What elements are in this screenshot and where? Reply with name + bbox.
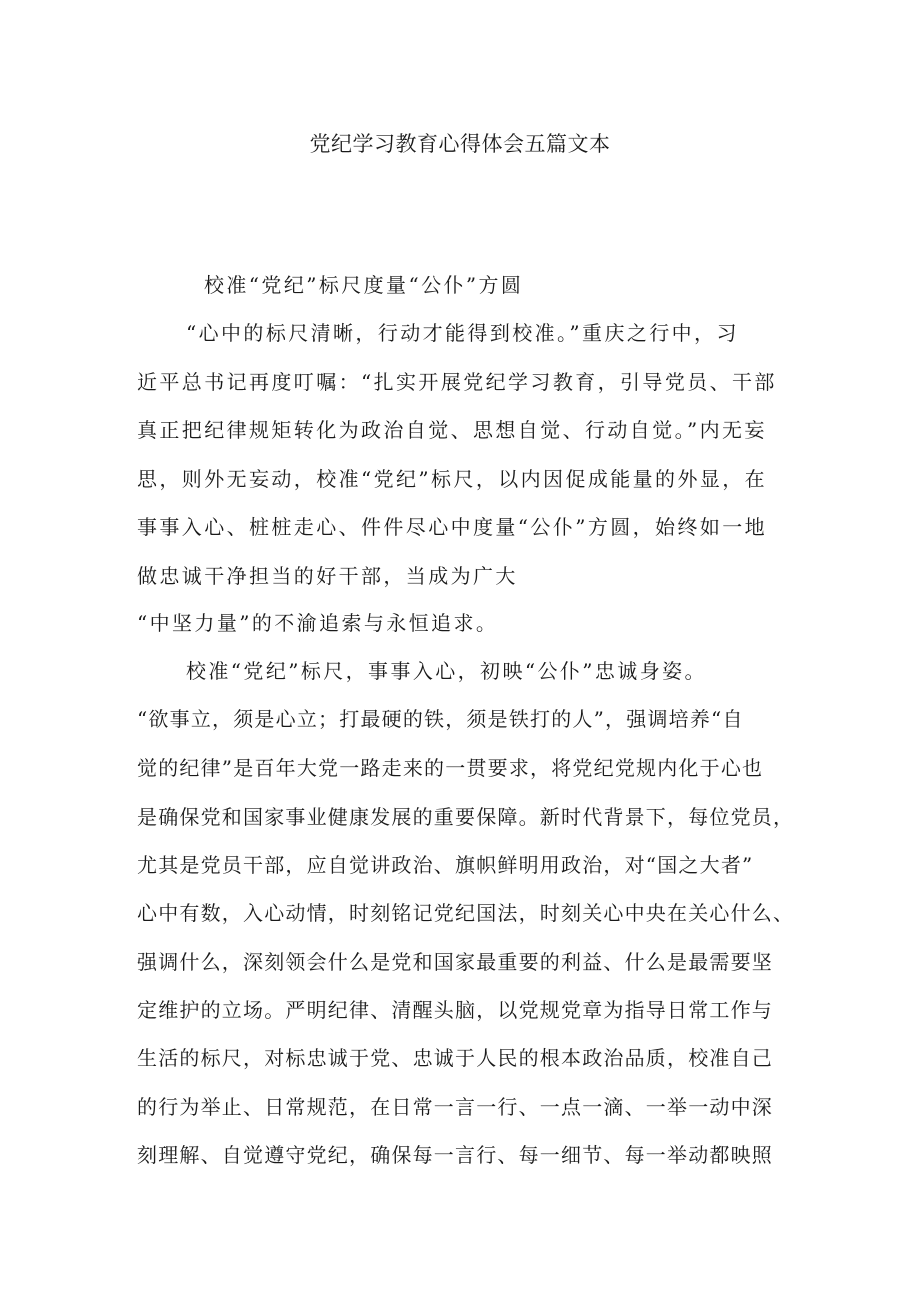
section-heading: 校准“党纪”标尺度量“公仆”方圆	[204, 273, 524, 297]
paragraph-line: “中坚力量”的不渝追索与永恒追求。	[137, 611, 499, 635]
paragraph-line: 事事入心、桩桩走心、件件尽心中度量“公仆”方圆，始终如一地	[137, 515, 768, 539]
paragraph-line: “心中的标尺清晰，行动才能得到校准。”重庆之行中，习	[186, 321, 739, 345]
paragraph-line: 是确保党和国家事业健康发展的重要保障。新时代背景下，每位党员，	[137, 805, 795, 829]
paragraph-line: 强调什么，深刻领会什么是党和国家最重要的利益、什么是最需要坚	[137, 950, 773, 974]
paragraph-line: 定维护的立场。严明纪律、清醒头脑，以党规党章为指导日常工作与	[137, 998, 773, 1022]
paragraph-line: 真正把纪律规矩转化为政治自觉、思想自觉、行动自觉。”内无妄	[137, 418, 767, 442]
paragraph-line: 生活的标尺，对标忠诚于党、忠诚于人民的根本政治品质，校准自己	[137, 1046, 773, 1070]
paragraph-line: 尤其是党员干部，应自觉讲政治、旗帜鲜明用政治，对“国之大者”	[137, 853, 754, 877]
paragraph-line: 的行为举止、日常规范，在日常一言一行、一点一滴、一举一动中深	[137, 1095, 773, 1119]
paragraph-line: 心中有数，入心动情，时刻铭记党纪国法，时刻关心中央在关心什么、	[137, 901, 795, 925]
paragraph-line: 校准“党纪”标尺，事事入心，初映“公仆”忠诚身姿。	[186, 659, 707, 683]
paragraph-line: 思，则外无妄动，校准“党纪”标尺，以内因促成能量的外显，在	[137, 467, 768, 491]
document-title: 党纪学习教育心得体会五篇文本	[309, 132, 611, 156]
paragraph-line: 近平总书记再度叮嘱：“扎实开展党纪学习教育，引导党员、干部	[137, 370, 777, 394]
paragraph-line: 刻理解、自觉遵守党纪，确保每一言行、每一细节、每一举动都映照	[137, 1143, 773, 1167]
paragraph-line: 觉的纪律”是百年大党一路走来的一贯要求，将党纪党规内化于心也	[137, 756, 764, 780]
paragraph-line: 做忠诚干净担当的好干部，当成为广大	[137, 564, 518, 588]
paragraph-line: “欲事立，须是心立；打最硬的铁，须是铁打的人”，强调培养“自	[137, 707, 744, 731]
